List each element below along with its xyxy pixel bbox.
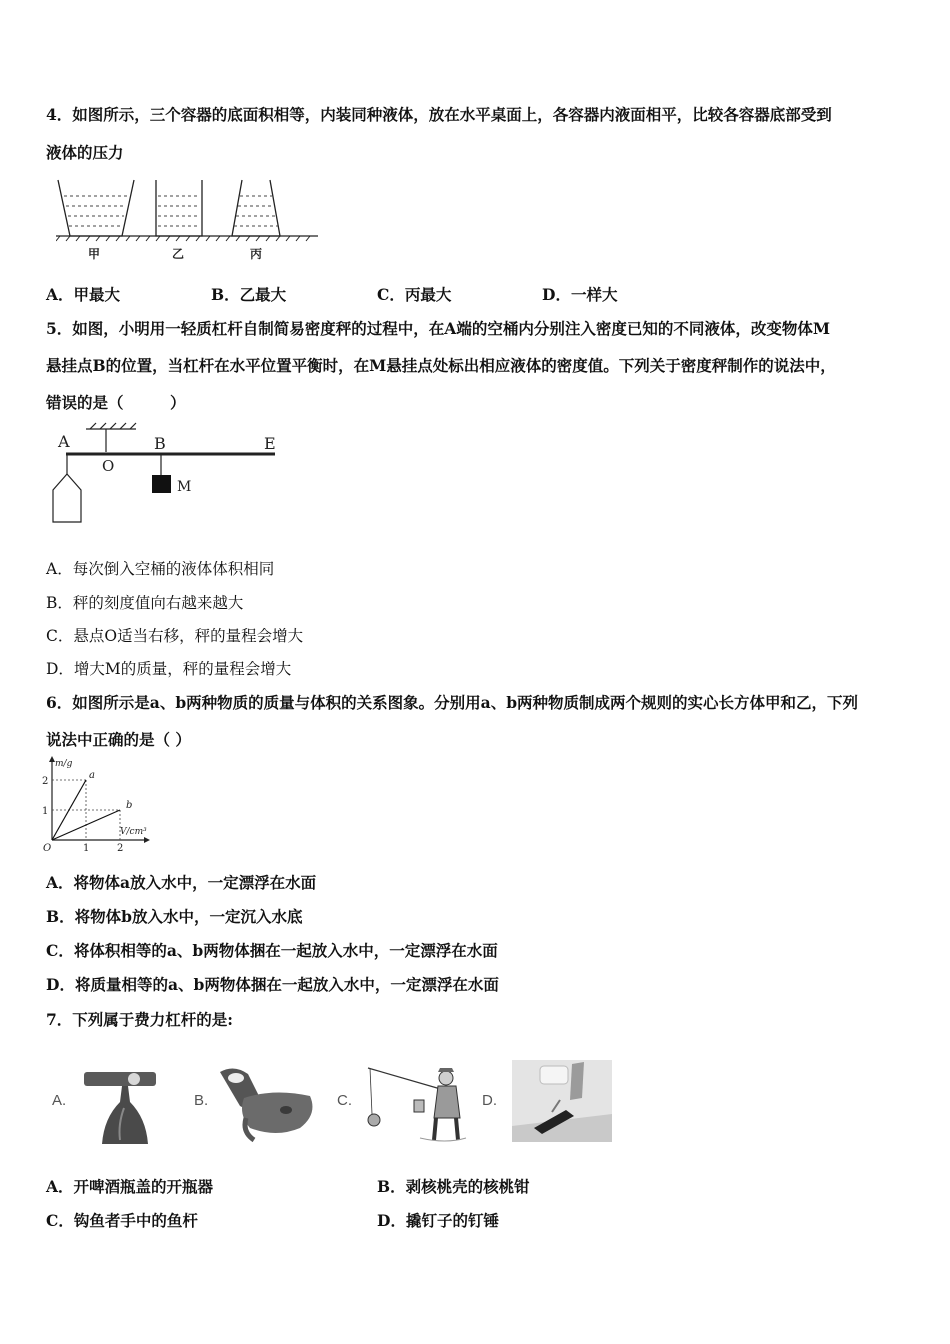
q6-text-line2: 说法中正确的是（ ） [46, 730, 191, 749]
q4-text-line2: 液体的压力 [46, 143, 124, 162]
q5-option-a: A．每次倒入空桶的液体体积相同 [46, 560, 275, 578]
q5-option-d: D．增大M的质量，秤的量程会增大 [46, 660, 292, 678]
q7-option-b: B．剥核桃壳的核桃钳 [377, 1177, 530, 1196]
origin-label: O [43, 843, 52, 852]
q7-image-label-b: B. [194, 1092, 209, 1109]
q6-text-line1: 6．如图所示是a、b两种物质的质量与体积的关系图象。分别用a、b两种物质制成两个规则的实心长方体甲和乙，下列 [46, 693, 859, 712]
series-a-label: a [89, 770, 95, 781]
fisherman-image [360, 1060, 472, 1146]
chart-x-arrow [144, 837, 150, 843]
q4-label-bing: 丙 [250, 247, 263, 261]
q5-text-line2: 悬挂点B的位置，当杠杆在水平位置平衡时，在M悬挂点处标出相应液体的密度值。下列关于密度秤制作的说法中， [46, 356, 836, 375]
q5-text-line3: 错误的是（ ） [46, 393, 186, 412]
q4-text-line1: 4．如图所示，三个容器的底面积相等，内装同种液体，放在水平桌面上，各容器内液面相平，比较各容器底部受到 [46, 105, 832, 124]
q6-option-b: B．将物体b放入水中，一定沉入水底 [46, 907, 303, 926]
q5-label-b: B [154, 434, 166, 453]
q6-mass-volume-chart [40, 756, 150, 852]
q4-option-c: C．丙最大 [377, 285, 452, 304]
q4-label-yi: 乙 [172, 247, 185, 261]
q6-option-c: C．将体积相等的a、b两物体捆在一起放入水中，一定漂浮在水面 [46, 941, 498, 960]
x-tick-1: 1 [83, 843, 90, 852]
hammer-image [512, 1060, 612, 1142]
q5-lever-figure [46, 420, 286, 530]
q4-label-jia: 甲 [88, 247, 101, 261]
q5-option-c: C．悬点O适当右移，秤的量程会增大 [46, 627, 304, 645]
y-tick-2: 2 [42, 776, 49, 787]
q5-label-a: A [58, 432, 70, 451]
series-b-label: b [126, 800, 133, 811]
q6-option-d: D．将质量相等的a、b两物体捆在一起放入水中，一定漂浮在水面 [46, 975, 499, 994]
q7-option-a: A．开啤酒瓶盖的开瓶器 [46, 1177, 214, 1196]
q7-image-label-c: C. [337, 1092, 352, 1109]
y-tick-1: 1 [42, 806, 49, 817]
q7-option-c: C．钩鱼者手中的鱼杆 [46, 1211, 198, 1230]
series-b-line [52, 810, 120, 840]
q5-option-b: B．秤的刻度值向右越来越大 [46, 594, 244, 612]
q4-option-b: B．乙最大 [211, 285, 287, 304]
bottle-opener-image [84, 1068, 164, 1148]
q5-label-e: E [264, 434, 276, 453]
q4-containers-figure [56, 176, 326, 264]
q5-label-m: M [177, 479, 192, 495]
q7-text-line1: 7．下列属于费力杠杆的是: [46, 1010, 234, 1029]
q5-label-o: O [102, 457, 115, 475]
q4-option-d: D．一样大 [542, 285, 618, 304]
q7-image-label-d: D. [482, 1092, 497, 1109]
y-axis-label: m/g [55, 759, 73, 769]
q5-text-line1: 5．如图，小明用一轻质杠杆自制简易密度秤的过程中，在A端的空桶内分别注入密度已知的不同液体，改变物体M [46, 319, 830, 338]
nutcracker-image [214, 1062, 322, 1146]
q6-option-a: A．将物体a放入水中，一定漂浮在水面 [46, 873, 317, 892]
q7-option-d: D．撬钉子的钉锤 [377, 1211, 499, 1230]
x-tick-2: 2 [117, 843, 124, 852]
q7-image-label-a: A. [52, 1092, 67, 1109]
q4-option-a: A．甲最大 [46, 285, 121, 304]
x-axis-label: V/cm³ [120, 827, 147, 837]
